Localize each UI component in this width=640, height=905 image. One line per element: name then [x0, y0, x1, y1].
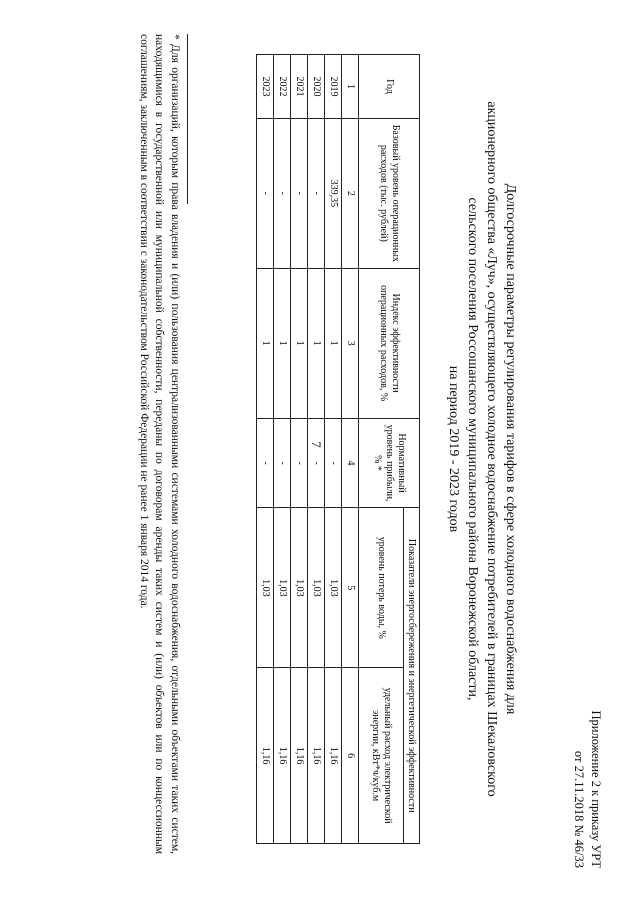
cell-efficiency-index: 1 — [257, 268, 274, 418]
col-number: 6 — [342, 668, 359, 844]
cell-water-loss: 1,03 — [257, 508, 274, 668]
cell-water-loss: 1,03 — [308, 508, 325, 668]
cell-profit-level: - — [274, 418, 291, 508]
cell-year: 2023 — [257, 55, 274, 119]
header-base-opex: Базовый уровень операционных расходов (тыс. рублей) — [359, 118, 420, 268]
table-row — [274, 55, 291, 844]
title-line-3: сельского поселения Россошанского муниципального района Воронежской области, — [465, 197, 480, 701]
header-profit-level: Нормативный уровень прибыли, % * — [359, 418, 420, 508]
header-electricity-consumption: удельный расход электрической энергии, кВт*ч/куб.м — [359, 668, 404, 844]
table-row — [257, 55, 274, 844]
cell-water-loss: 1,03 — [274, 508, 291, 668]
title-line-2: акционерного общества «Луч», осуществляющего холодное водоснабжение потребителей в границах Шекаловского — [484, 101, 499, 797]
col-number: 3 — [342, 268, 359, 418]
cell-electricity: 1,16 — [325, 668, 342, 844]
cell-base-opex: - — [291, 118, 308, 268]
cell-water-loss: 1,03 — [325, 508, 342, 668]
tariff-parameters-table — [256, 54, 420, 844]
cell-efficiency-index: 1 — [325, 268, 342, 418]
document-sheet — [50, 24, 610, 874]
appendix-reference — [570, 711, 604, 869]
cell-profit-level: - — [308, 418, 325, 508]
cell-electricity: 1,16 — [257, 668, 274, 844]
cell-electricity: 1,16 — [291, 668, 308, 844]
cell-base-opex: 339,35 — [325, 118, 342, 268]
footnote-divider — [187, 34, 188, 204]
appendix-line-1: Приложение 2 к приказу УРТ — [589, 710, 603, 868]
cell-water-loss: 1,03 — [291, 508, 308, 668]
cell-electricity: 1,16 — [308, 668, 325, 844]
cell-electricity: 1,16 — [274, 668, 291, 844]
header-water-loss: уровень потерь воды, % — [359, 508, 404, 668]
cell-profit-level: - — [291, 418, 308, 508]
column-number-row — [342, 55, 359, 844]
col-number: 4 — [342, 418, 359, 508]
col-number: 5 — [342, 508, 359, 668]
cell-base-opex: - — [274, 118, 291, 268]
col-number: 2 — [342, 118, 359, 268]
table-row — [308, 55, 325, 844]
cell-profit-level: - — [325, 418, 342, 508]
header-year: Год — [359, 55, 420, 119]
cell-base-opex: - — [308, 118, 325, 268]
cell-efficiency-index: 1 — [291, 268, 308, 418]
cell-year: 2021 — [291, 55, 308, 119]
cell-efficiency-index: 1 — [308, 268, 325, 418]
document-title — [444, 44, 520, 854]
title-line-4: на период 2019 - 2023 годов — [446, 365, 461, 533]
header-energy-group: Показатели энергосбережения и энергетической эффективности — [404, 508, 420, 844]
table-row — [325, 55, 342, 844]
footnote: * Для организаций, которым права владения и (или) пользования централизованными системами холодного водоснабжения, отдельными объектами таких систем, находящимися в государственной или муниципальной собственности, переданы по договорам аренды таких систем и (или) объектов или по концессионным соглашениям, заключенным в соответствии с законодательством Российской Федерации не ранее 1 января 2014 года. — [138, 34, 181, 854]
cell-profit-level: - — [257, 418, 274, 508]
table-row — [291, 55, 308, 844]
cell-base-opex: - — [257, 118, 274, 268]
col-number: 1 — [342, 55, 359, 119]
cell-efficiency-index: 1 — [274, 268, 291, 418]
cell-year: 2022 — [274, 55, 291, 119]
cell-year: 2019 — [325, 55, 342, 119]
header-efficiency-index: Индекс эффективности операционных расходов, % — [359, 268, 420, 418]
cell-year: 2020 — [308, 55, 325, 119]
appendix-line-2: от 27.11.2018 № 46/33 — [572, 750, 586, 868]
page-number: 7 — [308, 441, 324, 448]
title-line-1: Долгосрочные параметры регулирования тарифов в сфере холодного водоснабжения для — [503, 183, 518, 715]
